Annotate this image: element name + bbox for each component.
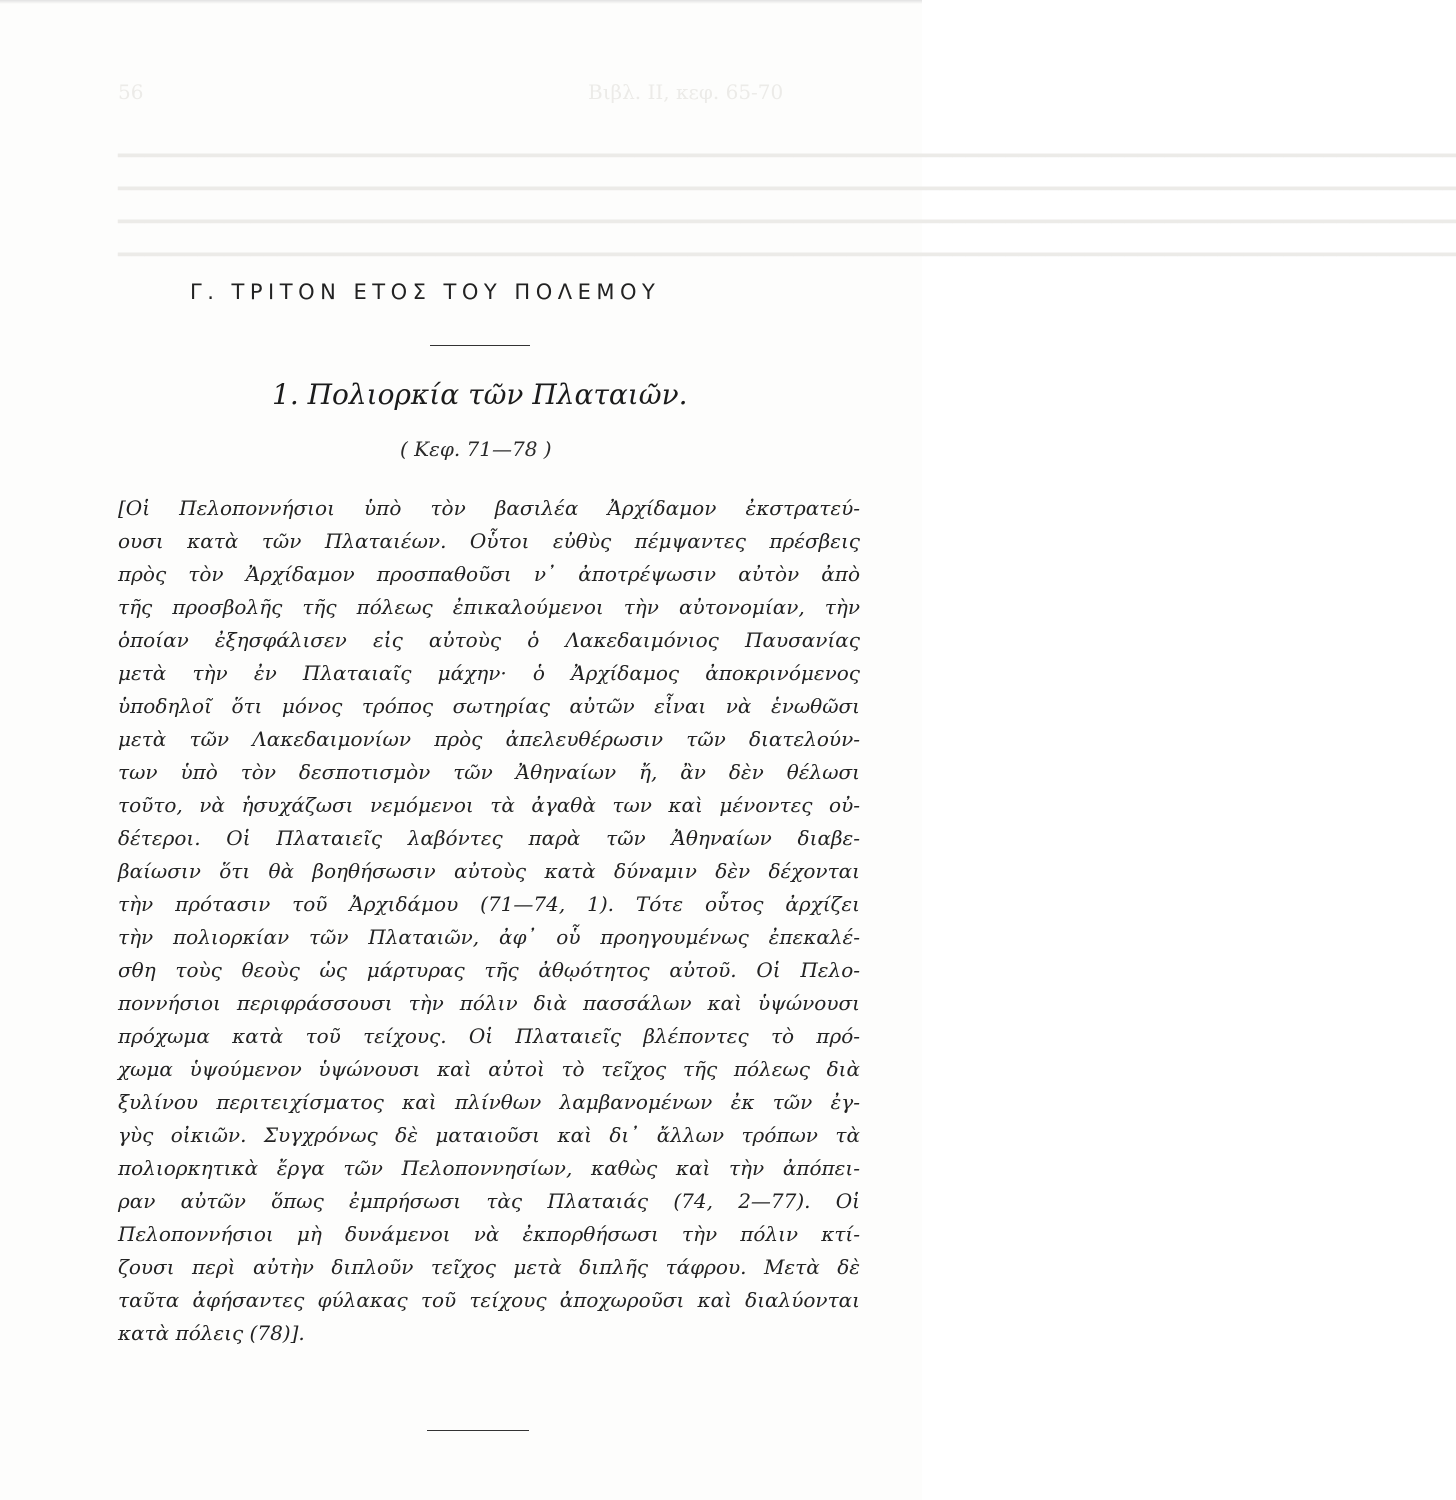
summary-line: χωμα ὑψούμενον ὑψώνουσι καὶ αὐτοὶ τὸ τεῖχος τῆς πόλεως διὰ [118,1057,860,1081]
summary-line: μετὰ τὴν ἐν Πλαταιαῖς μάχην· ὁ Ἀρχίδαμος ἀποκρινόμενος [118,661,860,685]
summary-line: τὴν πρότασιν τοῦ Ἀρχιδάμου (71—74, 1). Τότε οὗτος ἀρχίζει [118,892,860,916]
summary-line: τοῦτο, νὰ ἡσυχάζωσι νεμόμενοι τὰ ἀγαθὰ των καὶ μένοντες οὐ- [118,793,860,817]
summary-line: [Οἱ Πελοποννήσιοι ὑπὸ τὸν βασιλέα Ἀρχίδαμον ἐκστρατεύ- [118,496,860,520]
summary-line: βαίωσιν ὅτι θὰ βοηθήσωσιν αὐτοὺς κατὰ δύναμιν δὲν δέχονται [118,859,860,883]
summary-line: ουσι κατὰ τῶν Πλαταιέων. Οὗτοι εὐθὺς πέμψαντες πρέσβεις [118,529,860,553]
summary-line: ξυλίνου περιτειχίσματος καὶ πλίνθων λαμβανομένων ἐκ τῶν ἐγ- [118,1090,860,1114]
chapter-summary [118,492,860,1350]
chapter-title: 1. Πολιορκία τῶν Πλαταιῶν. [272,378,688,411]
summary-line: ζουσι περὶ αὐτὴν διπλοῦν τεῖχος μετὰ διπλῆς τάφρου. Μετὰ δὲ [118,1255,860,1279]
summary-line: ποννήσιοι περιφράσσουσι τὴν πόλιν διὰ πασσάλων καὶ ὑψώνουσι [118,991,860,1015]
summary-line: σθη τοὺς θεοὺς ὡς μάρτυρας τῆς ἀθῳότητος αὐτοῦ. Οἱ Πελο- [118,958,860,982]
summary-line: πρὸς τὸν Ἀρχίδαμον προσπαθοῦσι ν᾿ ἀποτρέψωσιν αὐτὸν ἀπὸ [118,562,860,586]
summary-line: τὴν πολιορκίαν τῶν Πλαταιῶν, ἀφ᾿ οὗ προηγουμένως ἐπεκαλέ- [118,925,860,949]
summary-line: δέτεροι. Οἱ Πλαταιεῖς λαβόντες παρὰ τῶν Ἀθηναίων διαβε- [118,826,860,850]
page-top-edge [0,0,922,4]
summary-line: ὁποίαν ἐξησφάλισεν εἰς αὐτοὺς ὁ Λακεδαιμόνιος Παυσανίας [118,628,860,652]
summary-line: ταῦτα ἀφήσαντες φύλακας τοῦ τείχους ἀποχωροῦσι καὶ διαλύονται [118,1288,860,1312]
summary-line: ραν αὐτῶν ὅπως ἐμπρήσωσι τὰς Πλαταιάς (74, 2—77). Οἱ [118,1189,860,1213]
show-through-text: ━━━━━━━━━━━━━━━━━━━━━━━━━━━━━━━━━━━━━━━━━━━━━━━━━━━━━━━━━━━━━━━━━━━━━━━━━━━━━━━━━━━━━━━━━━━━━━━━━━━━━ ━━━━━━━━━━━━━━━━━━━━━━━━━━━━━━━━━━━━━━━━━━━━━━━━━━━━━━━━━━━━━━━━━━━━━━━━━━━━━━━━━━━━━━━━━━━━━━━━━━━━━ ━━━━━━━━━━━━━━━━━━━━━━━━━━━━━━━━━━━━━━━━━━━━━━━━━━━━━━━━━━━━━━━━━━━━━━━━━━━━━━━━━━━━━━━━━━━━━━━━━━━━━ ━━━━━━━━━━━━━━━━━━━━━━━━━━━━━━━━━━━━━━━━━━━━━━━━━━━━━━━━━━━━━━━━━━━━━━━━━━━━━━━━━━━━━━━━━━━━━━━━━━━━━ [118,144,1456,268]
end-divider [427,1430,529,1431]
chapter-reference: ( Κεφ. 71—78 ) [400,437,552,461]
section-title: Γ. ΤΡΙΤΟΝ ΕΤΟΣ ΤΟΥ ΠΟΛΕΜΟΥ [190,280,661,304]
summary-line: γὺς οἰκιῶν. Συγχρόνως δὲ ματαιοῦσι καὶ δι᾿ ἄλλων τρόπων τὰ [118,1123,860,1147]
summary-line: πρόχωμα κατὰ τοῦ τείχους. Οἱ Πλαταιεῖς βλέποντες τὸ πρό- [118,1024,860,1048]
summary-line: Πελοποννήσιοι μὴ δυνάμενοι νὰ ἐκπορθήσωσι τὴν πόλιν κτί- [118,1222,860,1246]
summary-line-last: κατὰ πόλεις (78)]. [118,1321,305,1345]
summary-line: ὑποδηλοῖ ὅτι μόνος τρόπος σωτηρίας αὐτῶν εἶναι νὰ ἑνωθῶσι [118,694,860,718]
title-divider [430,345,530,346]
summary-line: των ὑπὸ τὸν δεσποτισμὸν τῶν Ἀθηναίων ἤ, ἂν δὲν θέλωσι [118,760,860,784]
show-through-header: 56 Βιβλ. ΙΙ, κεφ. 65-70 [118,80,784,104]
summary-line: μετὰ τῶν Λακεδαιμονίων πρὸς ἀπελευθέρωσιν τῶν διατελούν- [118,727,860,751]
summary-line: τῆς προσβολῆς τῆς πόλεως ἐπικαλούμενοι τὴν αὐτονομίαν, τὴν [118,595,860,619]
summary-line: πολιορκητικὰ ἔργα τῶν Πελοποννησίων, καθὼς καὶ τὴν ἀπόπει- [118,1156,860,1180]
